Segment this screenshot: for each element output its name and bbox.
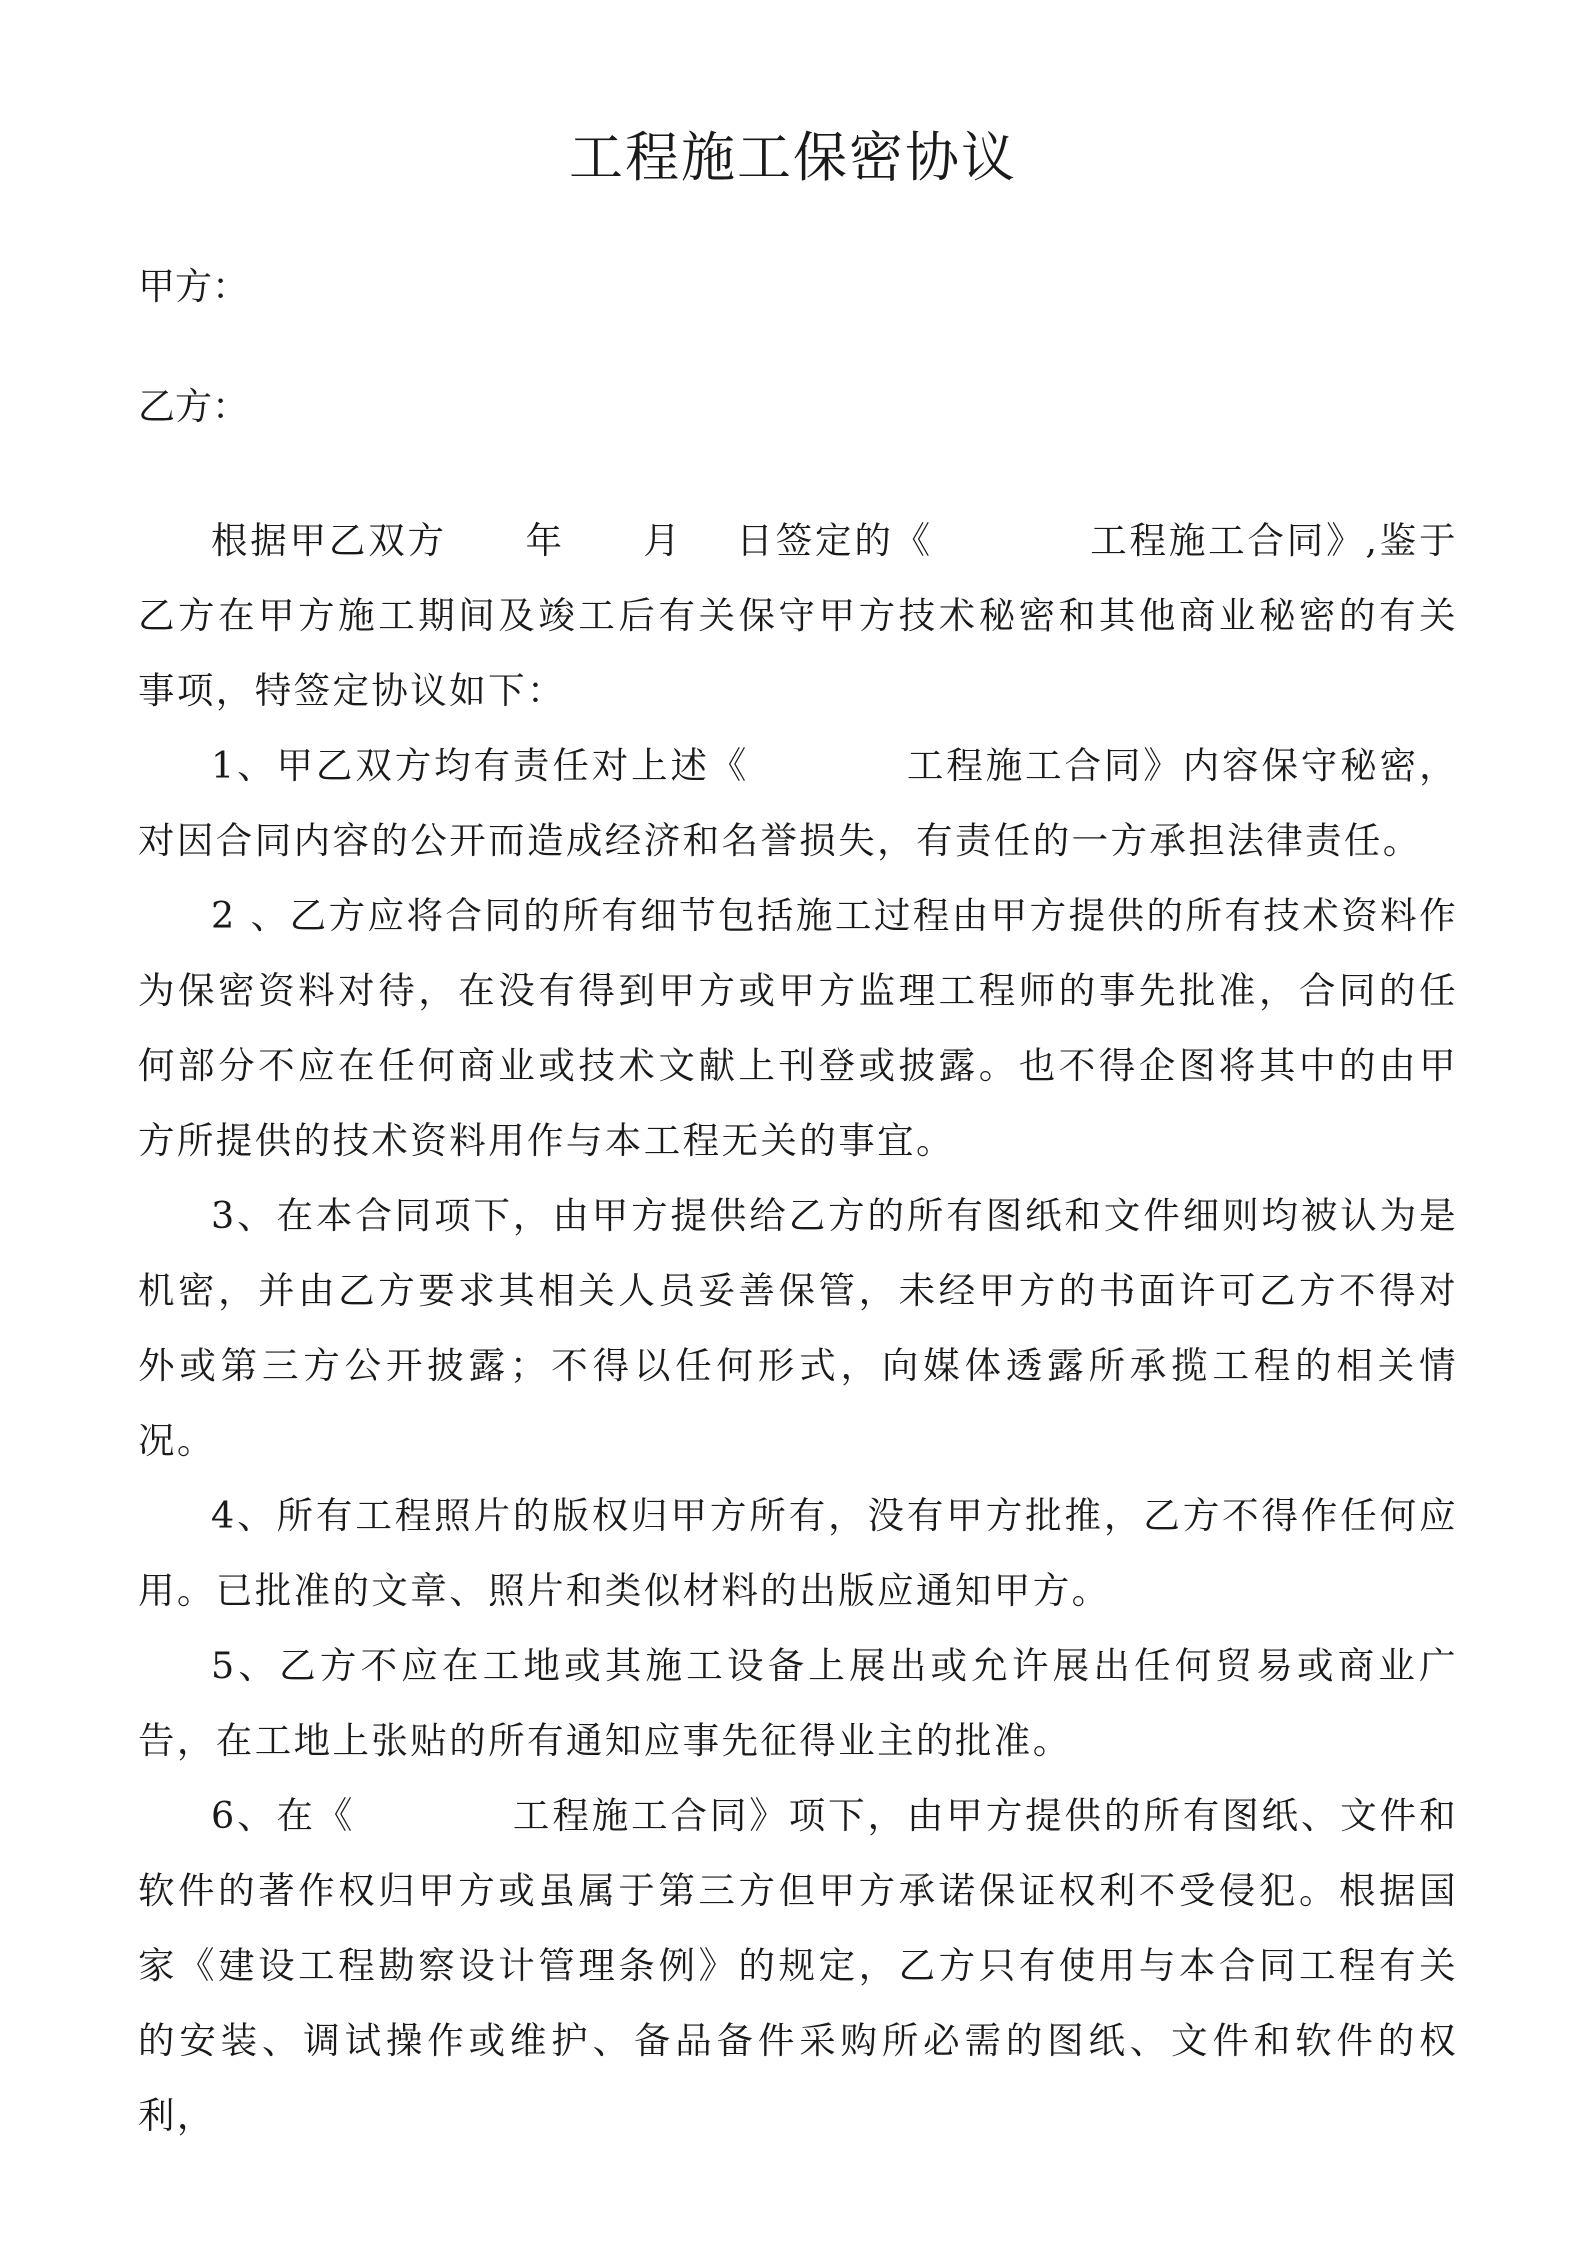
clause-3: 3、在本合同项下，由甲方提供给乙方的所有图纸和文件细则均被认为是机密，并由乙方要求其相关人员妥善保管，未经甲方的书面许可乙方不得对外或第三方公开披露；不得以任何形式，向媒体透露所承揽工程的相关情况。 xyxy=(138,1194,1458,1462)
document-title: 工程施工保密协议 xyxy=(569,126,1017,189)
party-b-label: 乙方： xyxy=(138,385,249,428)
clause-4: 4、所有工程照片的版权归甲方所有，没有甲方批推，乙方不得作任何应用。已批准的文章、照片和类似材料的出版应通知甲方。 xyxy=(138,1494,1458,1612)
clause-6: 6、在《 工程施工合同》项下，由甲方提供的所有图纸、文件和软件的著作权归甲方或虽属于第三方但甲方承诺保证权利不受侵犯。根据国家《建设工程勘察设计管理条例》的规定，乙方只有使用与本合同工程有关的安装、调试操作或维护、备品备件采购所必需的图纸、文件和软件的权利， xyxy=(138,1794,1458,2137)
clause-2: 2 、乙方应将合同的所有细节包括施工过程由甲方提供的所有技术资料作为保密资料对待，在没有得到甲方或甲方监理工程师的事先批准，合同的任何部分不应在任何商业或技术文献上刊登或披露。也不得企图将其中的由甲方所提供的技术资料用作与本工程无关的事宜。 xyxy=(138,894,1458,1162)
agreement-body xyxy=(138,503,1458,2153)
party-a-label: 甲方： xyxy=(138,265,249,308)
paragraph-preamble: 根据甲乙双方 年 月 日签定的《 工程施工合同》,鉴于乙方在甲方施工期间及竣工后有关保守甲方技术秘密和其他商业秘密的有关事项，特签定协议如下： xyxy=(138,519,1458,712)
clause-1: 1、甲乙双方均有责任对上述《 工程施工合同》内容保守秘密，对因合同内容的公开而造成经济和名誉损失，有责任的一方承担法律责任。 xyxy=(138,744,1458,862)
clause-5: 5、乙方不应在工地或其施工设备上展出或允许展出任何贸易或商业广告，在工地上张贴的所有通知应事先征得业主的批准。 xyxy=(138,1644,1458,1762)
